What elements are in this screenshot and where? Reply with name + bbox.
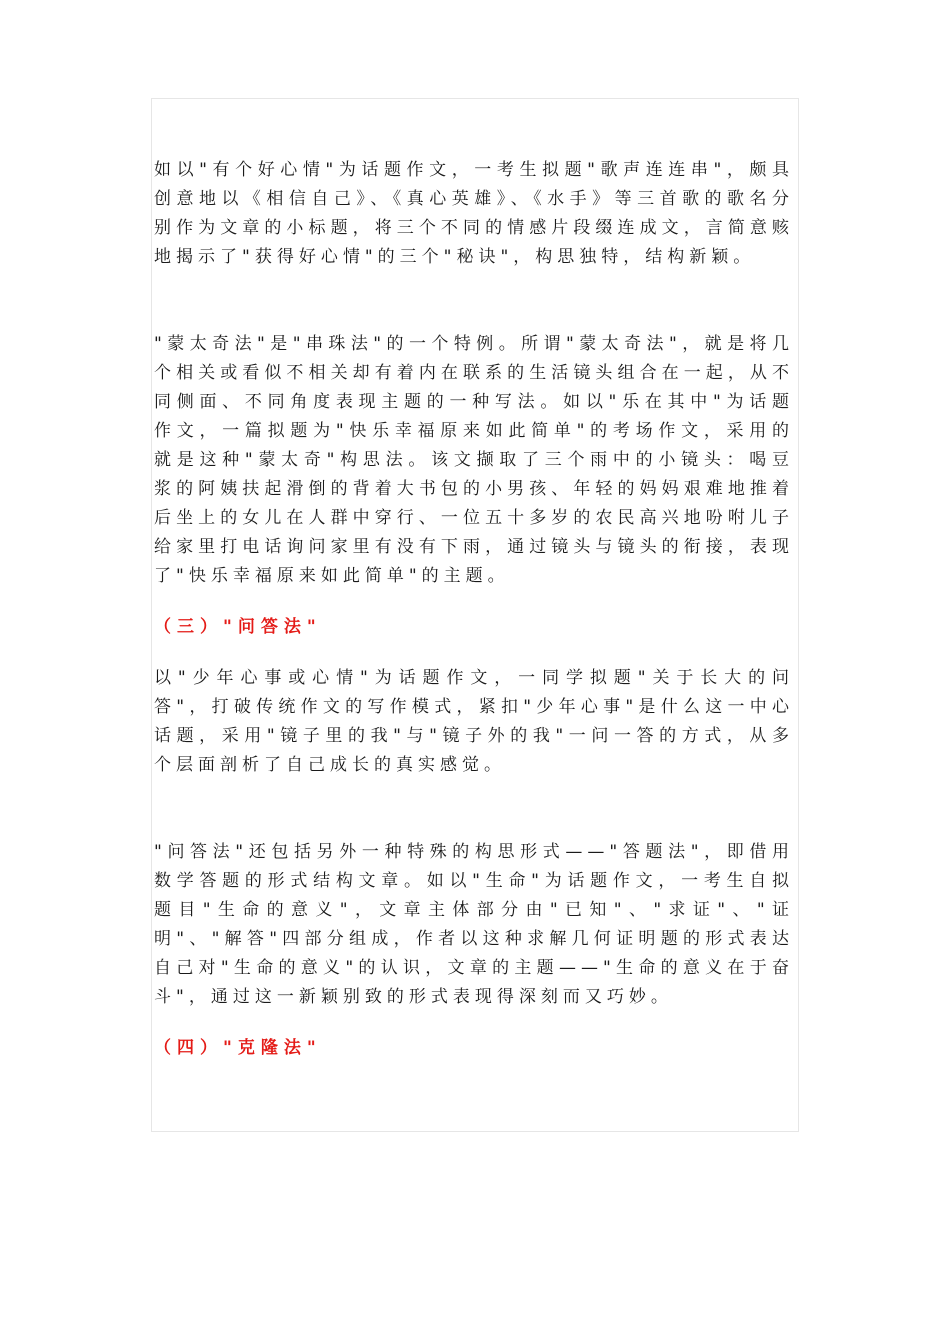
paragraph-gap	[154, 642, 794, 664]
paragraph-gap	[154, 780, 794, 838]
paragraph-answer-method: "问答法"还包括另外一种特殊的构思形式——"答题法"，即借用数学答题的形式结构文章。如以"生命"为话题作文，一考生自拟题目"生命的意义"，文章主体部分由"已知"、"求证"、"证明"、"解答"四部分组成，作者以这种求解几何证明题的形式表达自己对"生命的意义"的认识，文章的主题——"生命的意义在于奋斗"，通过这一新颖别致的形式表现得深刻而又巧妙。	[154, 842, 794, 1007]
paragraph-gap	[154, 272, 794, 330]
section-heading-qa-method: （三）"问答法"	[154, 617, 322, 637]
paragraph-gap	[154, 591, 794, 613]
paragraph-gap	[154, 1012, 794, 1034]
document-body	[154, 156, 794, 1063]
paragraph-montage-method: "蒙太奇法"是"串珠法"的一个特例。所谓"蒙太奇法"，就是将几个相关或看似不相关却有着内在联系的生活镜头组合在一起，从不同侧面、不同角度表现主题的一种写法。如以"乐在其中"为话题作文，一篇拟题为"快乐幸福原来如此简单"的考场作文，采用的就是这种"蒙太奇"构思法。该文撷取了三个雨中的小镜头：喝豆浆的阿姨扶起滑倒的背着大书包的小男孩、年轻的妈妈艰难地推着后坐上的女儿在人群中穿行、一位五十多岁的农民高兴地吩咐儿子给家里打电话询问家里有没有下雨，通过镜头与镜头的衔接，表现了"快乐幸福原来如此简单"的主题。	[154, 334, 794, 586]
section-heading-clone-method: （四）"克隆法"	[154, 1038, 322, 1058]
paragraph-qa-example: 以"少年心事或心情"为话题作文，一同学拟题"关于长大的问答"，打破传统作文的写作模式，紧扣"少年心事"是什么这一中心话题，采用"镜子里的我"与"镜子外的我"一问一答的方式，从多个层面剖析了自己成长的真实感觉。	[154, 668, 794, 775]
paragraph-good-mood-example: 如以"有个好心情"为话题作文，一考生拟题"歌声连连串"，颇具创意地以《相信自己》、《真心英雄》、《水手》等三首歌的歌名分别作为文章的小标题，将三个不同的情感片段缀连成文，言简意赅地揭示了"获得好心情"的三个"秘诀"，构思独特，结构新颖。	[154, 160, 794, 267]
